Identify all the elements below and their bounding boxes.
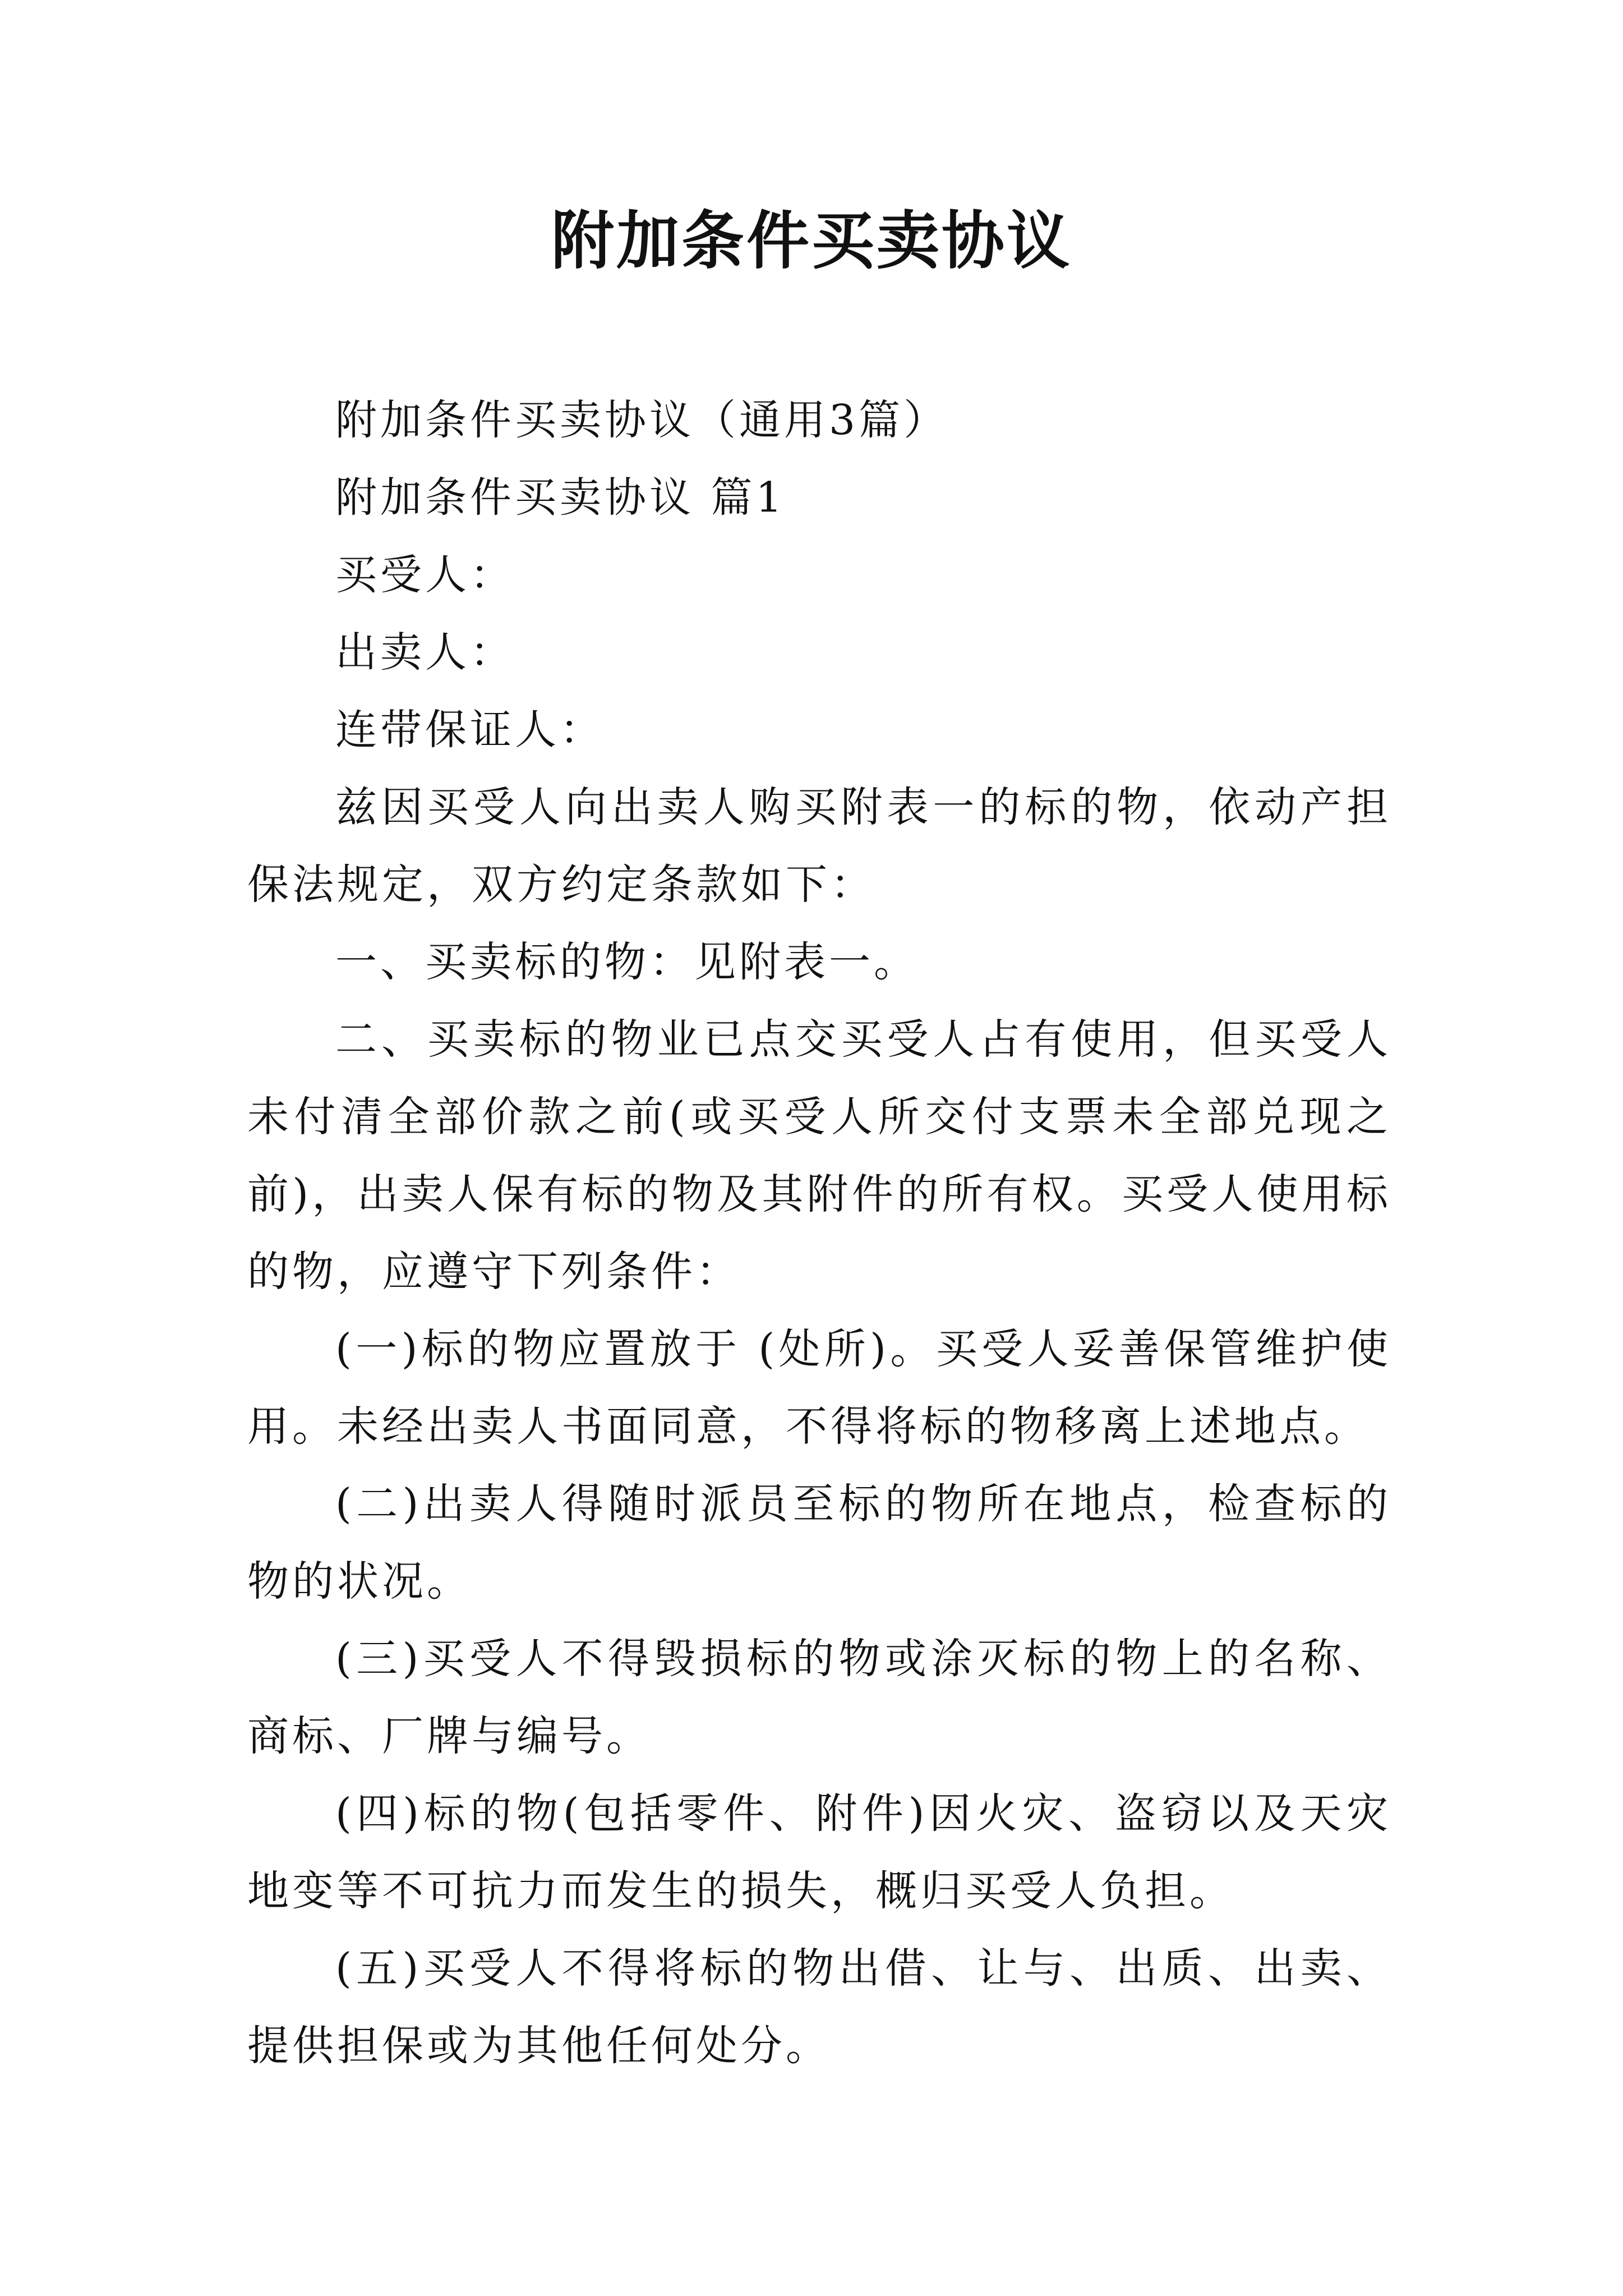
section-heading: 附加条件买卖协议 篇1: [335, 473, 786, 522]
sub-clause-3: (三)买受人不得毁损标的物或涂灭标的物上的名称、商标、厂牌与编号。: [247, 1635, 1391, 1760]
buyer-label: 买受人：: [335, 551, 515, 599]
sub-clause-5: (五)买受人不得将标的物出借、让与、出质、出卖、提供担保或为其他任何处分。: [247, 1944, 1391, 2070]
sub-clause-2: (二)出卖人得随时派员至标的物所在地点，检查标的物的状况。: [247, 1480, 1391, 1605]
clause-1: 一、买卖标的物：见附表一。: [335, 938, 919, 986]
document-title: 附加条件买卖协议: [551, 204, 1072, 278]
guarantor-label: 连带保证人：: [335, 706, 605, 754]
seller-label: 出卖人：: [335, 628, 515, 677]
clause-2: 二、买卖标的物业已点交买受人占有使用，但买受人未付清全部价款之前(或买受人所交付支票未全部兑现之前)，出卖人保有标的物及其附件的所有权。买受人使用标的物，应遵守下列条件：: [247, 1015, 1391, 1296]
document-body: [247, 381, 1391, 2085]
subtitle-paragraph: 附加条件买卖协议（通用3篇）: [335, 396, 949, 444]
sub-clause-1: (一)标的物应置放于 (处所)。买受人妥善保管维护使用。未经出卖人书面同意，不得将标的物移离上述地点。: [247, 1325, 1391, 1451]
sub-clause-4: (四)标的物(包括零件、附件)因火灾、盗窃以及天灾地变等不可抗力而发生的损失，概归买受人负担。: [247, 1789, 1391, 1915]
intro-paragraph: 兹因买受人向出卖人购买附表一的标的物，依动产担保法规定，双方约定条款如下：: [247, 783, 1391, 909]
